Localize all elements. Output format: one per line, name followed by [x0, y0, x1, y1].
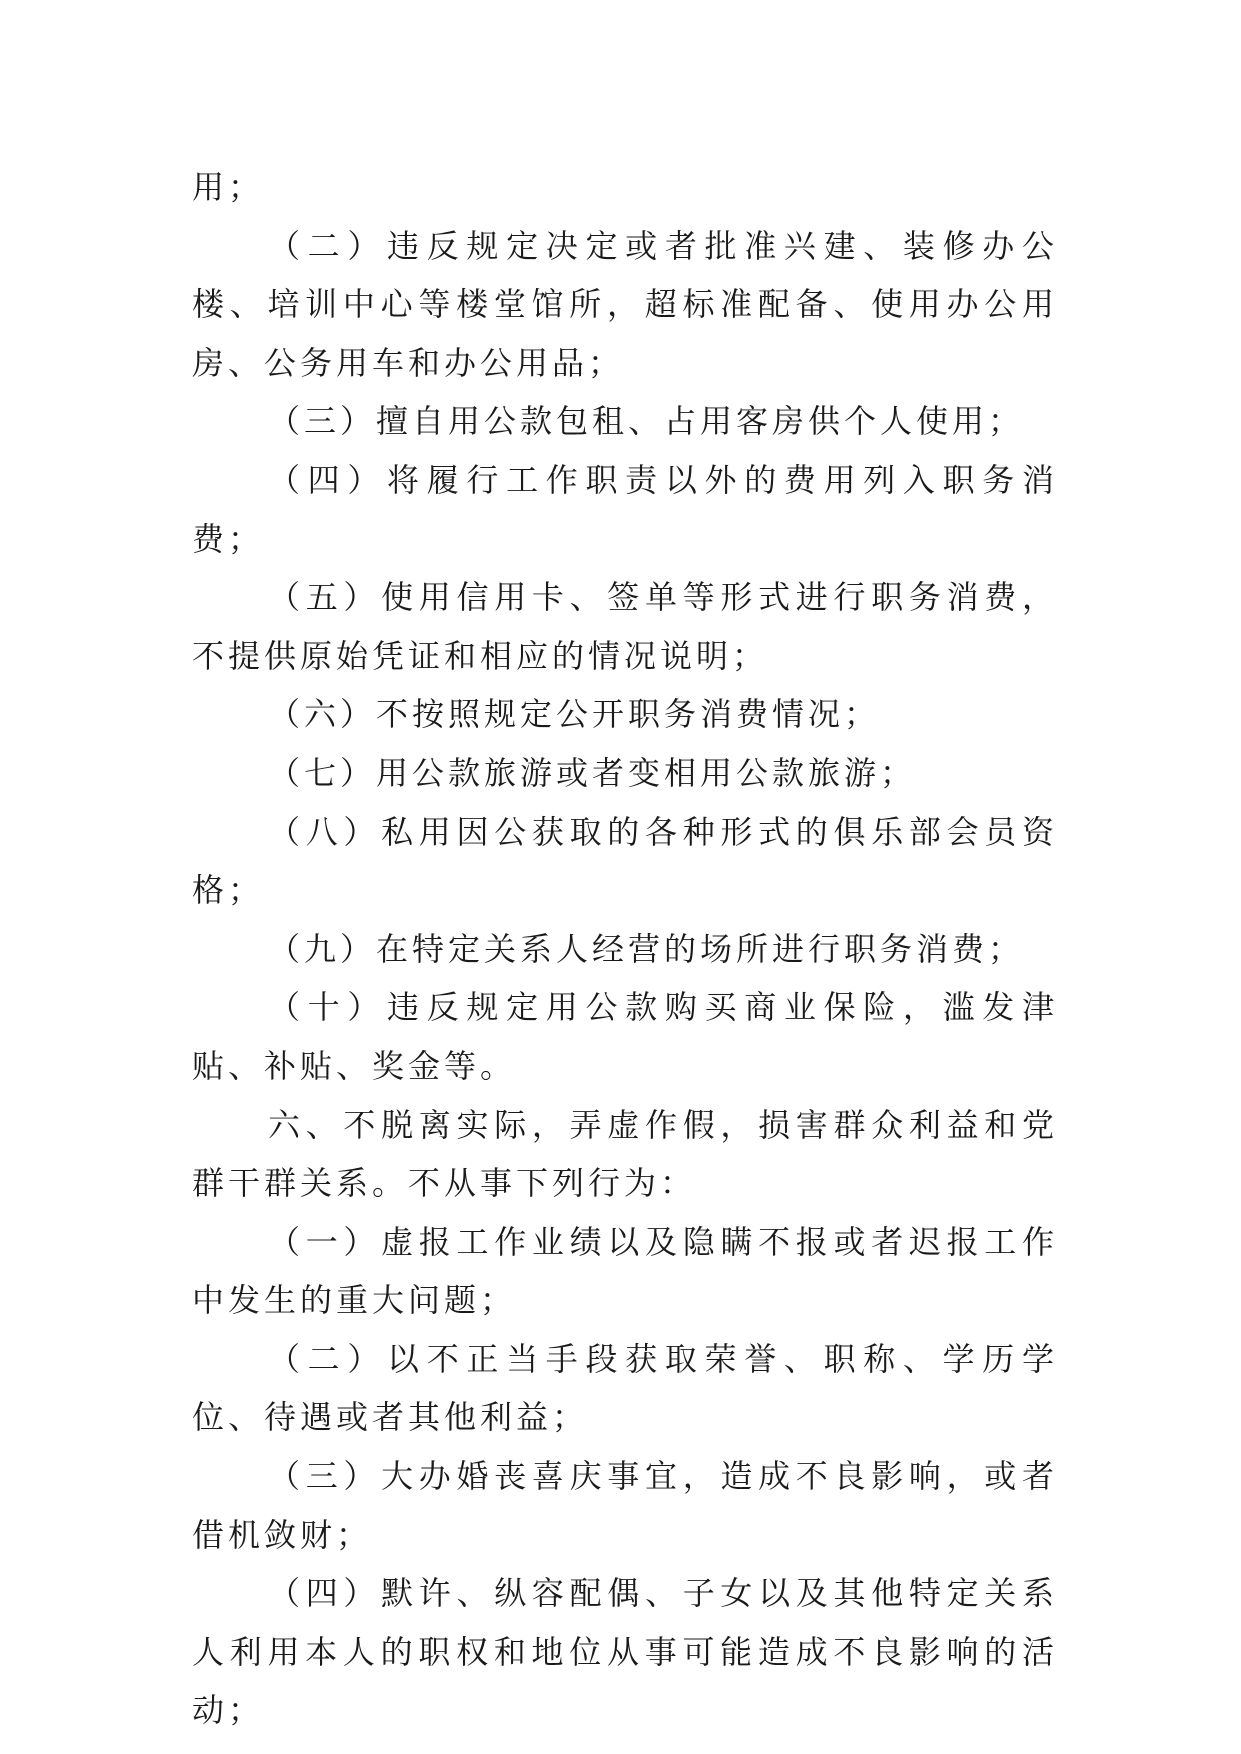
paragraph-12: （二）以不正当手段获取荣誉、职称、学历学位、待遇或者其他利益； [192, 1339, 1058, 1437]
paragraph-10: 六、不脱离实际，弄虚作假，损害群众利益和党群干群关系。不从事下列行为： [192, 1105, 1058, 1203]
paragraph-9: （十）违反规定用公款购买商业保险，滥发津贴、补贴、奖金等。 [192, 988, 1058, 1085]
paragraph-6: （七）用公款旅游或者变相用公款旅游； [268, 753, 917, 792]
paragraph-1: （二）违反规定决定或者批准兴建、装修办公楼、培训中心等楼堂馆所，超标准配备、使用办公用房、公务用车和办公用品； [192, 226, 1058, 382]
paragraph-4: （五）使用信用卡、签单等形式进行职务消费，不提供原始凭证和相应的情况说明； [192, 578, 1058, 675]
paragraph-8: （九）在特定关系人经营的场所进行职务消费； [268, 929, 1025, 968]
paragraph-3: （四）将履行工作职责以外的费用列入职务消费； [192, 460, 1058, 558]
paragraph-2: （三）擅自用公款包租、占用客房供个人使用； [268, 402, 1025, 441]
paragraph-0: 用； [192, 168, 265, 206]
paragraph-11: （一）虚报工作业绩以及隐瞒不报或者迟报工作中发生的重大问题； [192, 1222, 1058, 1320]
paragraph-13: （三）大办婚丧喜庆事宜，造成不良影响，或者借机敛财； [192, 1457, 1058, 1554]
paragraph-14: （四）默许、纵容配偶、子女以及其他特定关系人利用本人的职权和地位从事可能造成不良影响的活动； [192, 1574, 1058, 1730]
paragraph-5: （六）不按照规定公开职务消费情况； [268, 695, 881, 734]
document-body [192, 158, 1058, 1740]
paragraph-7: （八）私用因公获取的各种形式的俱乐部会员资格； [192, 812, 1058, 910]
